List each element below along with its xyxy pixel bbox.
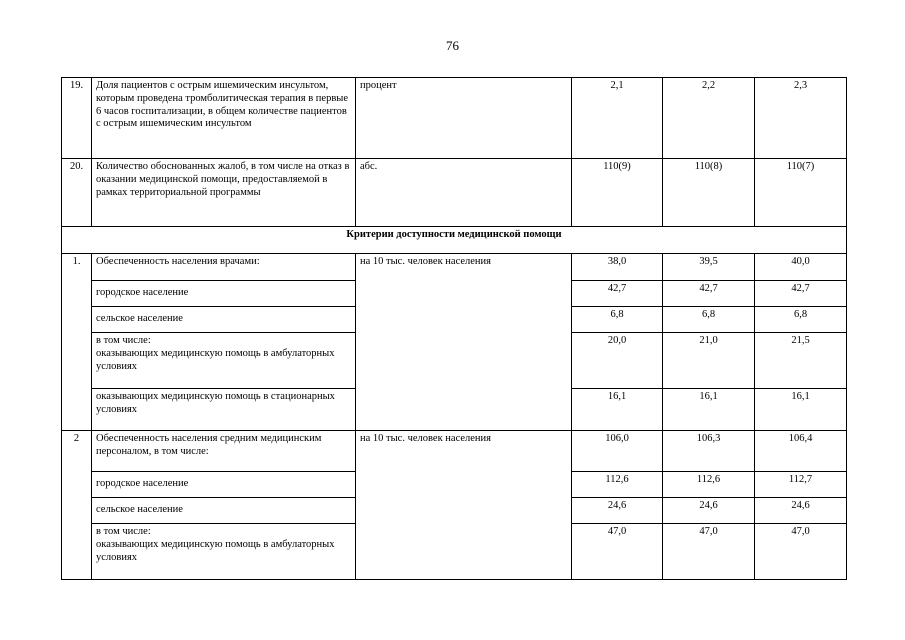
indicator-name: городское население [92,281,356,307]
indicator-name-line: в том числе: [96,526,151,537]
page-number: 76 [446,38,459,53]
value-cell: 21,5 [755,333,847,389]
value-cell: 112,7 [755,472,847,498]
value-cell: 24,6 [663,498,755,524]
indicator-name: Обеспеченность населения врачами: [92,254,356,281]
value-cell: 24,6 [572,498,663,524]
value-cell: 16,1 [663,389,755,431]
indicator-name-line: в том числе: [96,335,151,346]
indicator-name: Обеспеченность населения средним медицинским персоналом, в том числе: [92,431,356,472]
table-row [62,431,847,472]
value-cell: 110(7) [755,159,847,227]
value-cell: 110(8) [663,159,755,227]
unit-cell: на 10 тыс. человек населения [356,254,572,431]
value-cell: 2,3 [755,78,847,159]
value-cell: 106,0 [572,431,663,472]
value-cell: 112,6 [663,472,755,498]
indicator-name-line: оказывающих медицинскую помощь в амбулаторных условиях [96,347,335,372]
value-cell: 112,6 [572,472,663,498]
unit-cell: абс. [356,159,572,227]
value-cell: 2,2 [663,78,755,159]
value-cell: 38,0 [572,254,663,281]
value-cell: 40,0 [755,254,847,281]
indicator-name-line: оказывающих медицинскую помощь в амбулаторных условиях [96,538,335,563]
row-number: 19. [62,78,92,159]
row-number: 2 [62,431,92,580]
indicator-name [92,333,356,389]
indicator-name: сельское население [92,307,356,333]
row-number: 1. [62,254,92,431]
value-cell: 16,1 [572,389,663,431]
value-cell: 42,7 [663,281,755,307]
table-row [62,159,847,227]
value-cell: 21,0 [663,333,755,389]
value-cell: 106,3 [663,431,755,472]
value-cell: 6,8 [572,307,663,333]
value-cell: 47,0 [755,524,847,580]
table-row [62,78,847,159]
indicator-name: городское население [92,472,356,498]
unit-cell: на 10 тыс. человек населения [356,431,572,580]
indicator-name: сельское население [92,498,356,524]
value-cell: 20,0 [572,333,663,389]
indicator-name [92,524,356,580]
value-cell: 47,0 [572,524,663,580]
value-cell: 106,4 [755,431,847,472]
indicator-name: Доля пациентов с острым ишемическим инсультом, которым проведена тромболитическая терапия в первые 6 часов госпитализации, в общем количестве пациентов с острым ишемическим инсультом [92,78,356,159]
table-row [62,254,847,281]
value-cell: 6,8 [755,307,847,333]
row-number: 20. [62,159,92,227]
value-cell: 24,6 [755,498,847,524]
indicators-table [61,77,847,580]
value-cell: 16,1 [755,389,847,431]
value-cell: 6,8 [663,307,755,333]
value-cell: 110(9) [572,159,663,227]
value-cell: 42,7 [755,281,847,307]
indicator-name: Количество обоснованных жалоб, в том числе на отказ в оказании медицинской помощи, предоставляемой в рамках территориальной программы [92,159,356,227]
value-cell: 42,7 [572,281,663,307]
value-cell: 2,1 [572,78,663,159]
indicator-name: оказывающих медицинскую помощь в стационарных условиях [92,389,356,431]
value-cell: 39,5 [663,254,755,281]
section-row [62,227,847,254]
value-cell: 47,0 [663,524,755,580]
section-title: Критерии доступности медицинской помощи [62,227,847,254]
unit-cell: процент [356,78,572,159]
